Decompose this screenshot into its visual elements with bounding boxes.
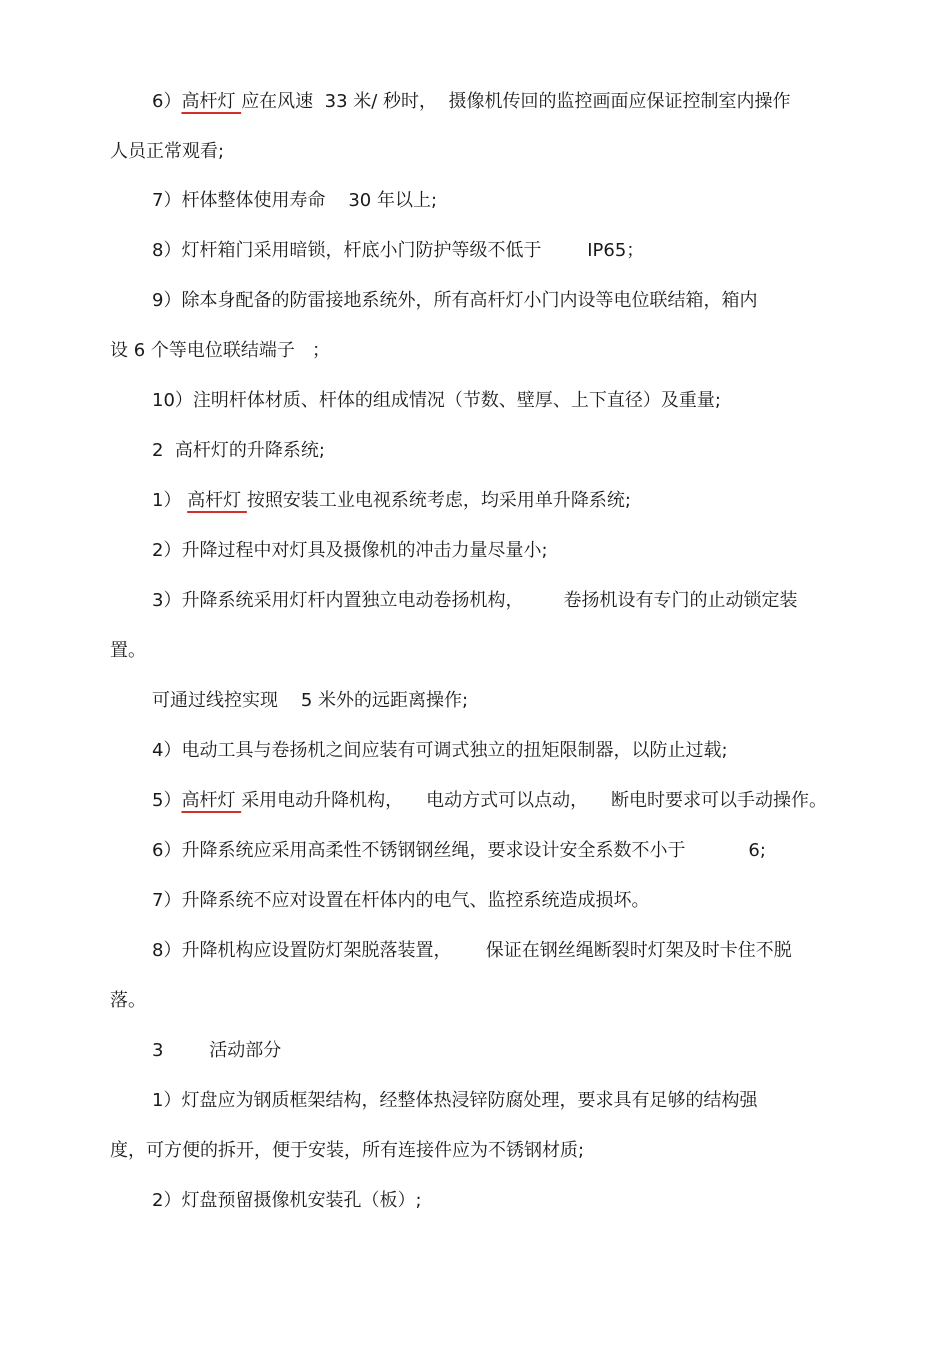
underlined-term: 高杆灯 <box>187 490 247 511</box>
text-line: 度，可方便的拆开，便于安装，所有连接件应为不锈钢材质; <box>110 1140 585 1161</box>
text-line: 7）杆体整体使用寿命 30 年以上; <box>152 190 438 211</box>
underlined-term: 高杆灯 <box>181 91 242 112</box>
text-line: 1）灯盘应为钢质框架结构，经整体热浸锌防腐处理，要求具有足够的结构强 <box>152 1090 758 1111</box>
text-line: 10）注明杆体材质、杆体的组成情况（节数、壁厚、上下直径）及重量; <box>152 390 721 411</box>
text-line: 6）高杆灯 应在风速 33 米/ 秒时， 摄像机传回的监控画面应保证控制室内操作 <box>152 91 791 112</box>
text-line: 可通过线控实现 5 米外的远距离操作; <box>152 690 469 711</box>
underlined-term: 高杆灯 <box>181 790 242 811</box>
text-line: 落。 <box>110 990 146 1011</box>
text-line: 1） 高杆灯 按照安装工业电视系统考虑，均采用单升降系统; <box>152 490 631 511</box>
text-line: 4）电动工具与卷扬机之间应装有可调式独立的扭矩限制器，以防止过载; <box>152 740 728 761</box>
text-line: 2）升降过程中对灯具及摄像机的冲击力量尽量小; <box>152 540 548 561</box>
text-line: 8）升降机构应设置防灯架脱落装置， 保证在钢丝绳断裂时灯架及时卡住不脱 <box>152 940 792 961</box>
text-line: 9）除本身配备的防雷接地系统外，所有高杆灯小门内设等电位联结箱，箱内 <box>152 290 758 311</box>
text-line: 6）升降系统应采用高柔性不锈钢钢丝绳，要求设计安全系数不小于 6; <box>152 840 766 861</box>
section-heading: 3 活动部分 <box>152 1040 282 1061</box>
text-line: 2）灯盘预留摄像机安装孔（板）; <box>152 1190 422 1211</box>
text-line: 3）升降系统采用灯杆内置独立电动卷扬机构， 卷扬机设有专门的止动锁定装 <box>152 590 798 611</box>
text-line: 7）升降系统不应对设置在杆体内的电气、监控系统造成损坏。 <box>152 890 650 911</box>
text-line: 5）高杆灯 采用电动升降机构， 电动方式可以点动， 断电时要求可以手动操作。 <box>152 790 827 811</box>
text-line: 人员正常观看; <box>110 141 225 162</box>
text-line: 设 6 个等电位联结端子 ； <box>110 340 331 361</box>
text-line: 8）灯杆箱门采用暗锁，杆底小门防护等级不低于 IP65； <box>152 240 645 261</box>
section-heading: 2 高杆灯的升降系统; <box>152 440 325 461</box>
text-line: 置。 <box>110 640 146 661</box>
